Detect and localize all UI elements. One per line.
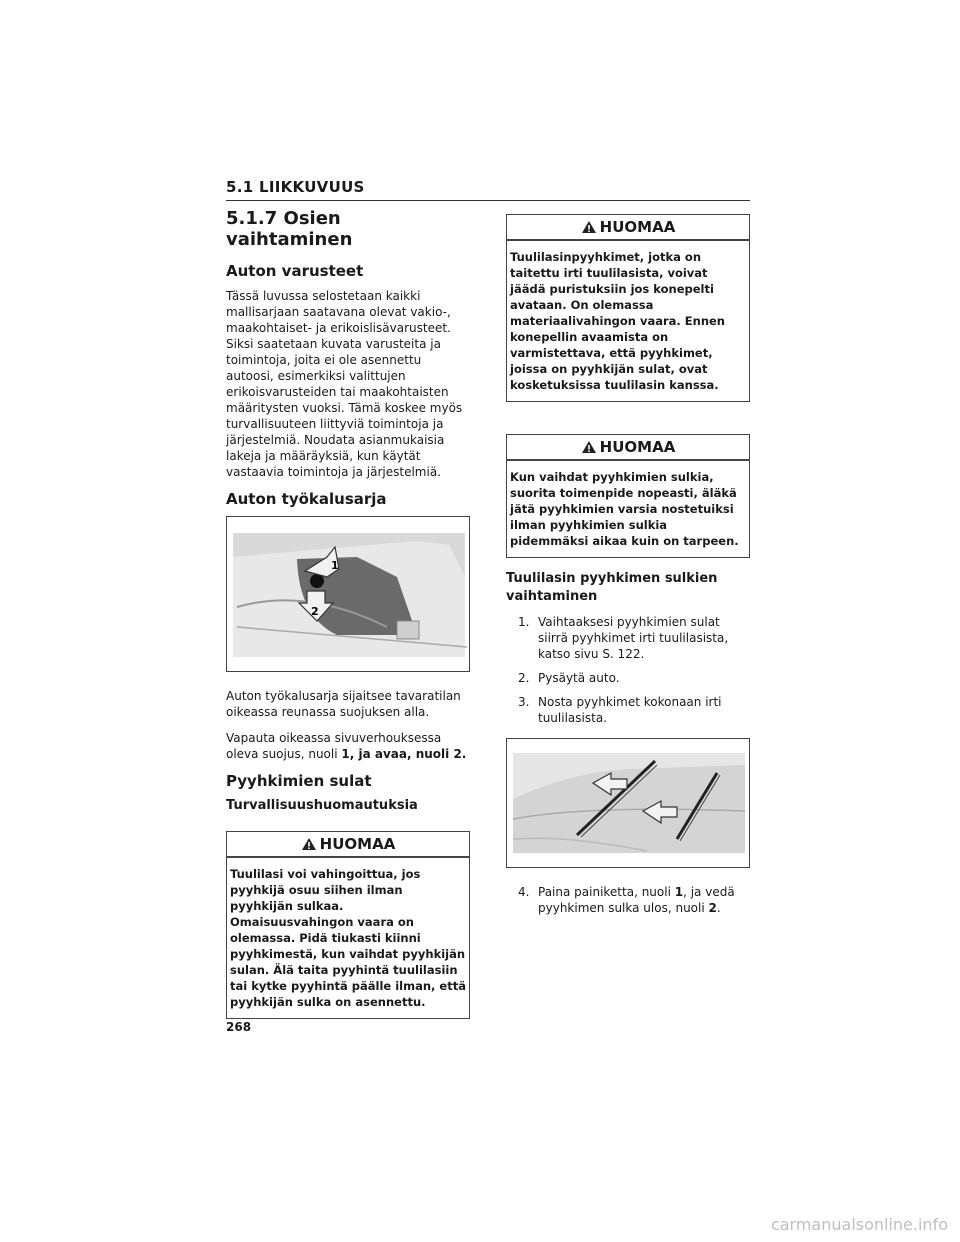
warning-triangle-icon: [301, 837, 317, 851]
warning-text-3: Kun vaihdat pyyhkimien sulkia, suorita toimenpide nopeasti, äläkä jätä pyyhkimien varsia nostetuiksi ilman pyyhkimien sulkia pidemmäksi aikaa kuin on tarpeen.: [510, 470, 739, 548]
warning-triangle-icon: [581, 440, 597, 454]
toolkit-label-1: 1: [331, 559, 339, 572]
heading-vaihtaminen: Tuulilasin pyyhkimen sulkien vaihtaminen: [506, 571, 718, 604]
paragraph-toolkit-open: Vapauta oikeassa sivuverhouksessa oleva suojus, nuoli 1, ja avaa, nuoli 2.: [226, 731, 467, 761]
warning-header-3: HUOMAA: [507, 435, 749, 461]
warning-box-3: [506, 434, 750, 558]
chapter-header: 5.1 LIIKKUVUUS: [226, 178, 750, 201]
heading-turvallisuus: Turvallisuushuomautuksia: [226, 798, 418, 813]
figure-wipers: [506, 738, 750, 868]
warning-header-1: HUOMAA: [227, 832, 469, 858]
section-title: 5.1.7 Osien vaihtaminen: [226, 208, 353, 250]
warning-header-2: HUOMAA: [507, 215, 749, 241]
figure-toolkit: [226, 516, 470, 672]
watermark: carmanualsonline.info: [770, 1215, 948, 1234]
toolkit-label-2: 2: [311, 605, 319, 618]
warning-box-1: [226, 831, 470, 1019]
warning-triangle-icon: [581, 220, 597, 234]
heading-pyyhkimien-sulat: Pyyhkimien sulat: [226, 772, 372, 790]
right-column: [506, 214, 750, 928]
left-column: [226, 208, 470, 1037]
steps-list-continued: [506, 884, 750, 916]
steps-list: [506, 614, 750, 726]
step-item: 3. Nosta pyyhkimet kokonaan irti tuulilasista.: [518, 695, 722, 725]
warning-box-2: [506, 214, 750, 402]
page-number: 268: [226, 1020, 252, 1034]
step-item: 1. Vaihtaaksesi pyyhkimien sulat siirrä pyyhkimet irti tuulilasista, katso sivu S. 122.: [518, 615, 729, 661]
heading-tyokalusarja: Auton työkalusarja: [226, 490, 387, 508]
wipers-illustration: [507, 739, 749, 867]
step-item: 2. Pysäytä auto.: [518, 671, 620, 685]
step-item: 4. Paina painiketta, nuoli 1, ja vedä pyyhkimen sulka ulos, nuoli 2.: [518, 885, 735, 915]
paragraph-varusteet: Tässä luvussa selostetaan kaikki mallisarjaan saatavana olevat vakio-, maakohtaiset- ja erikoislisävarusteet. Siksi saatetaan kuvata varusteita ja toimintoja, joita ei ole asennettu autoosi, esimerkiksi valittujen erikoisvarusteiden tai maakohtaisten määritysten vuoksi. Tämä koskee myös turvallisuuteen liittyviä toimintoja ja järjestelmiä. Noudata asianmukaisia lakeja ja määräyksiä, kun käytät vastaavia toimintoja ja järjestelmiä.: [226, 289, 463, 479]
paragraph-toolkit-location: Auton työkalusarja sijaitsee tavaratilan oikeassa reunassa suojuksen alla.: [226, 689, 461, 719]
warning-text-1: Tuulilasi voi vahingoittua, jos pyyhkijä osuu siihen ilman pyyhkijän sulkaa. Omaisuusvahingon vaara on olemassa. Pidä tiukasti kiinni pyyhkimestä, kun vaihdat pyyhkijän sulan. Älä taita pyyhintä tuulilasiin tai kytke pyyhintä päälle ilman, että pyyhkijän sulka on asennettu.: [230, 867, 466, 1009]
warning-text-2: Tuulilasinpyyhkimet, jotka on taitettu irti tuulilasista, voivat jäädä puristuksiin jos konepelti avataan. On olemassa materiaalivahingon vaara. Ennen konepellin avaamista on varmistettava, että pyyhkimet, joissa on pyyhkijän sulat, ovat kosketuksissa tuulilasin kanssa.: [510, 250, 725, 392]
heading-auton-varusteet: Auton varusteet: [226, 262, 364, 280]
toolkit-illustration: [227, 517, 469, 671]
